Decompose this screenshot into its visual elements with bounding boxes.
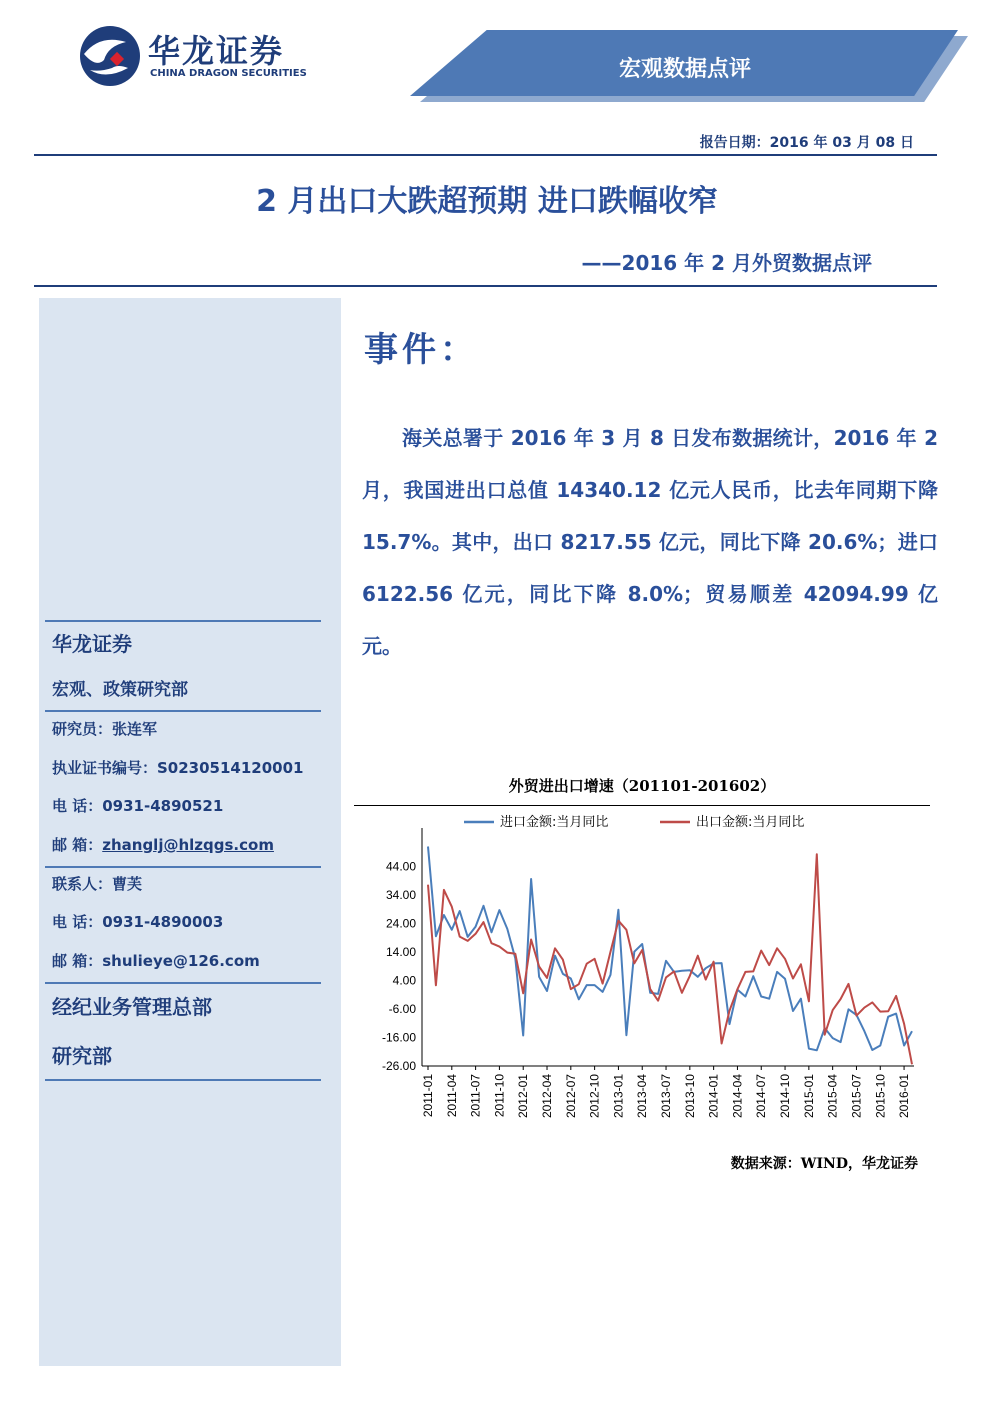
sidebar-divider: [45, 866, 321, 868]
brand-name-en: CHINA DRAGON SECURITIES: [150, 68, 307, 79]
x-tick-label: 2014-04: [730, 1074, 745, 1119]
event-paragraph: 海关总署于 2016 年 3 月 8 日发布数据统计，2016 年 2 月，我国进出口总值 14340.12 亿元人民币，比去年同期下降 15.7%。其中，出口 8217.55 亿元，同比下降 20.6%；进口 6122.56 亿元，同比下降 8.0%；贸易顺差 42094.99 亿元。: [362, 426, 938, 658]
x-tick-label: 2012-10: [587, 1074, 602, 1119]
sidebar-divider: [45, 982, 321, 984]
y-tick-label: 4.00: [392, 973, 416, 988]
x-tick-label: 2015-01: [801, 1074, 816, 1119]
trade-growth-line-chart: [354, 806, 930, 1146]
sidebar-phone-2: 电 话：0931-4890003: [52, 913, 224, 931]
sidebar-divider: [45, 620, 321, 622]
sidebar-contact: 联系人：曹芙: [52, 875, 143, 893]
y-tick-label: 34.00: [385, 888, 416, 902]
y-tick-label: -26.00: [381, 1059, 416, 1073]
page-subtitle: ——2016 年 2 月外贸数据点评: [581, 251, 872, 275]
sidebar-email-2: 邮 箱：shulieye@126.com: [52, 952, 260, 970]
x-tick-label: 2011-01: [421, 1074, 435, 1118]
sidebar-division-2: 研究部: [52, 1044, 112, 1068]
sidebar-analyst: 研究员：张连军: [52, 720, 158, 738]
x-tick-label: 2012-07: [563, 1074, 578, 1119]
x-tick-label: 2011-10: [492, 1074, 507, 1118]
chart-title: 外贸进出口增速（201101-201602）: [508, 777, 776, 795]
sidebar-license: 执业证书编号：S0230514120001: [52, 759, 304, 777]
x-tick-label: 2015-10: [873, 1074, 888, 1119]
legend-label: 出口金额:当月同比: [696, 815, 805, 830]
page-title: 2 月出口大跌超预期 进口跌幅收窄: [256, 184, 718, 219]
x-tick-label: 2012-04: [540, 1074, 555, 1119]
sidebar-email-1: [52, 834, 274, 855]
header-divider: [34, 154, 937, 156]
y-tick-label: 14.00: [385, 945, 416, 959]
x-tick-label: 2013-10: [682, 1074, 697, 1119]
sidebar-company: 华龙证券: [52, 632, 132, 656]
dragon-logo-icon: [78, 24, 142, 88]
y-tick-label: 44.00: [385, 859, 416, 874]
company-logo: [78, 22, 318, 92]
y-tick-label: -16.00: [381, 1030, 416, 1045]
x-tick-label: 2016-01: [897, 1074, 912, 1119]
x-tick-label: 2011-07: [468, 1074, 483, 1118]
x-tick-label: 2013-01: [611, 1074, 626, 1119]
sidebar: [39, 298, 341, 1366]
x-tick-label: 2014-07: [754, 1074, 769, 1119]
sidebar-phone-1: 电 话：0931-4890521: [52, 797, 224, 815]
brand-name-cn: 华龙证券: [148, 32, 285, 70]
legend-label: 进口金额:当月同比: [500, 815, 609, 830]
x-tick-label: 2015-04: [825, 1074, 840, 1119]
export-series-line: [428, 854, 912, 1064]
sidebar-email-1-link[interactable]: zhanglj@hlzqgs.com: [102, 836, 274, 854]
chart-source: 数据来源：WIND，华龙证券: [730, 1156, 918, 1172]
y-tick-label: 24.00: [385, 916, 416, 931]
x-tick-label: 2015-07: [849, 1074, 864, 1119]
category-banner-label: 宏观数据点评: [618, 57, 751, 82]
sidebar-division-1: 经纪业务管理总部: [52, 995, 212, 1019]
sidebar-divider: [45, 1079, 321, 1081]
x-tick-label: 2013-07: [659, 1074, 674, 1119]
sidebar-divider: [45, 710, 321, 712]
x-tick-label: 2014-10: [778, 1074, 793, 1119]
sidebar-department: 宏观、政策研究部: [52, 680, 188, 700]
x-tick-label: 2011-04: [444, 1074, 459, 1118]
y-tick-label: -6.00: [388, 1002, 416, 1016]
title-divider: [34, 285, 937, 287]
sidebar-email-1-label: 邮 箱：: [52, 836, 103, 854]
report-date: 报告日期：2016 年 03 月 08 日: [699, 135, 914, 151]
event-heading: 事件：: [364, 330, 478, 370]
x-tick-label: 2013-04: [635, 1074, 650, 1119]
x-tick-label: 2014-01: [706, 1074, 721, 1119]
x-tick-label: 2012-01: [516, 1074, 531, 1119]
